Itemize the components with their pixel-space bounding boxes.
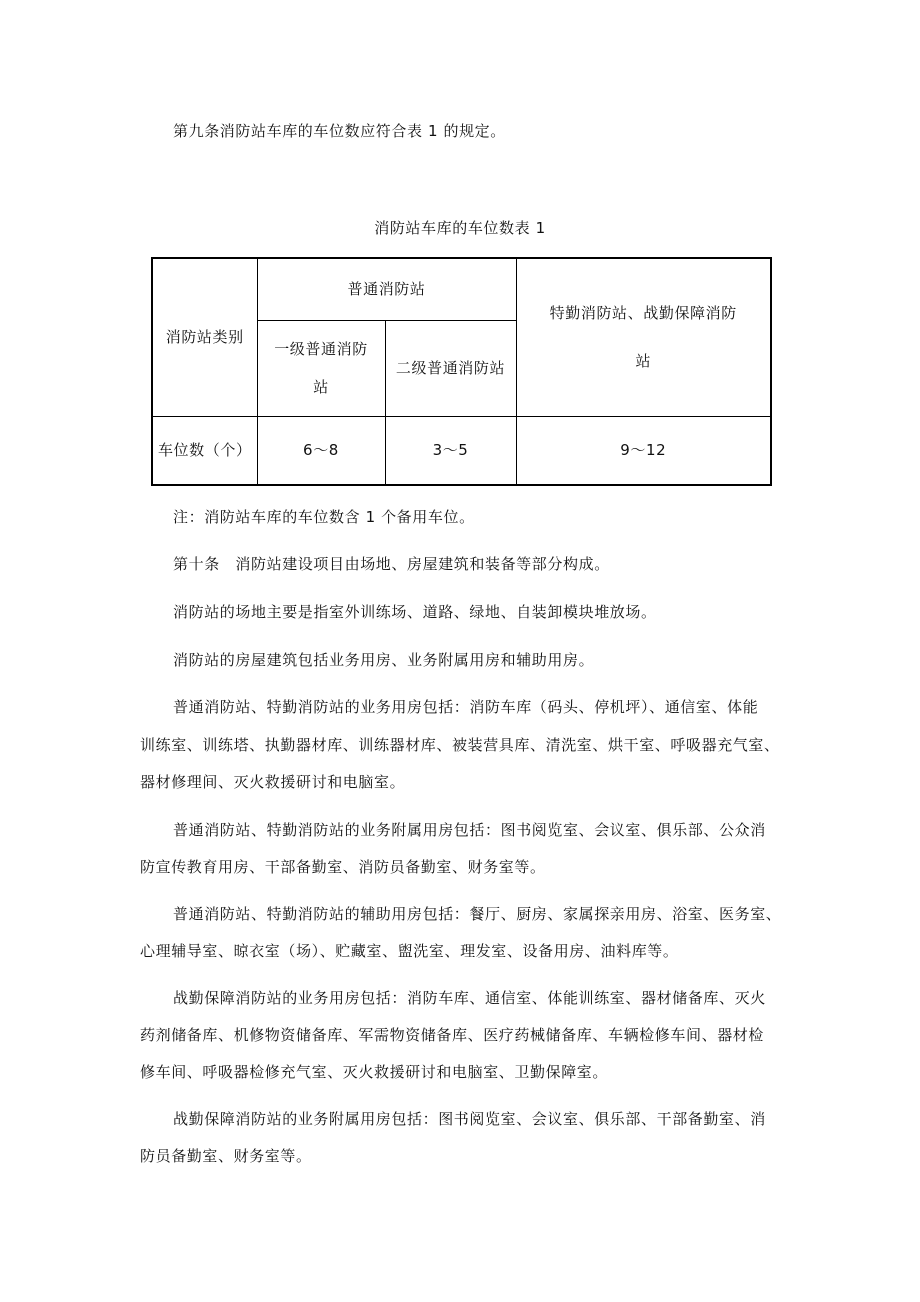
logistics-auxiliary-business-line2: 防员备勤室、财务室等。 <box>140 1147 312 1165</box>
header-special-station: 特勤消防站、战勤保障消防站 <box>516 258 771 416</box>
value-special: 9～12 <box>516 416 771 485</box>
header-station-category: 消防站类别 <box>152 258 257 416</box>
logistics-business-rooms-line2: 药剂储备库、机修物资储备库、军需物资储备库、医疗药械储备库、车辆检修车间、器材检 <box>140 1026 765 1044</box>
parking-spaces-table <box>151 257 772 486</box>
value-level1: 6～8 <box>257 416 385 485</box>
table-caption: 消防站车库的车位数表 1 <box>374 219 546 237</box>
header-level2-station: 二级普通消防站 <box>385 320 516 416</box>
logistics-business-rooms-line3: 修车间、呼吸器检修充气室、灭火救援研讨和电脑室、卫勤保障室。 <box>140 1063 609 1081</box>
ordinary-business-rooms-line3: 器材修理间、灭火救援研讨和电脑室。 <box>140 773 406 791</box>
logistics-auxiliary-business-line1: 战勤保障消防站的业务附属用房包括：图书阅览室、会议室、俱乐部、干部备勤室、消 <box>173 1110 766 1128</box>
buildings-paragraph: 消防站的房屋建筑包括业务用房、业务附属用房和辅助用房。 <box>173 651 595 669</box>
ordinary-support-rooms-line1: 普通消防站、特勤消防站的辅助用房包括：餐厅、厨房、家属探亲用房、浴室、医务室、 <box>173 905 782 923</box>
article-9-text: 第九条消防站车库的车位数应符合表 1 的规定。 <box>173 122 506 140</box>
ordinary-support-rooms-line2: 心理辅导室、晾衣室（场）、贮藏室、盥洗室、理发室、设备用房、油料库等。 <box>140 942 679 960</box>
header-ordinary-station: 普通消防站 <box>257 258 516 320</box>
article-10-text: 第十条 消防站建设项目由场地、房屋建筑和装备等部分构成。 <box>173 555 610 573</box>
header-level1-station: 一级普通消防站 <box>257 320 385 416</box>
ordinary-auxiliary-business-line2: 防宣传教育用房、干部备勤室、消防员备勤室、财务室等。 <box>140 858 546 876</box>
ordinary-auxiliary-business-line1: 普通消防站、特勤消防站的业务附属用房包括：图书阅览室、会议室、俱乐部、公众消 <box>173 821 766 839</box>
site-paragraph: 消防站的场地主要是指室外训练场、道路、绿地、自装卸模块堆放场。 <box>173 603 657 621</box>
value-level2: 3～5 <box>385 416 516 485</box>
row-label-parking-count: 车位数（个） <box>152 416 257 485</box>
ordinary-business-rooms-line2: 训练室、训练塔、执勤器材库、训练器材库、被装营具库、清洗室、烘干室、呼吸器充气室、 <box>140 736 780 754</box>
table-note: 注：消防站车库的车位数含 1 个备用车位。 <box>173 508 475 526</box>
ordinary-business-rooms-line1: 普通消防站、特勤消防站的业务用房包括：消防车库（码头、停机坪）、通信室、体能 <box>173 698 759 716</box>
logistics-business-rooms-line1: 战勤保障消防站的业务用房包括：消防车库、通信室、体能训练室、器材储备库、灭火 <box>173 989 766 1007</box>
